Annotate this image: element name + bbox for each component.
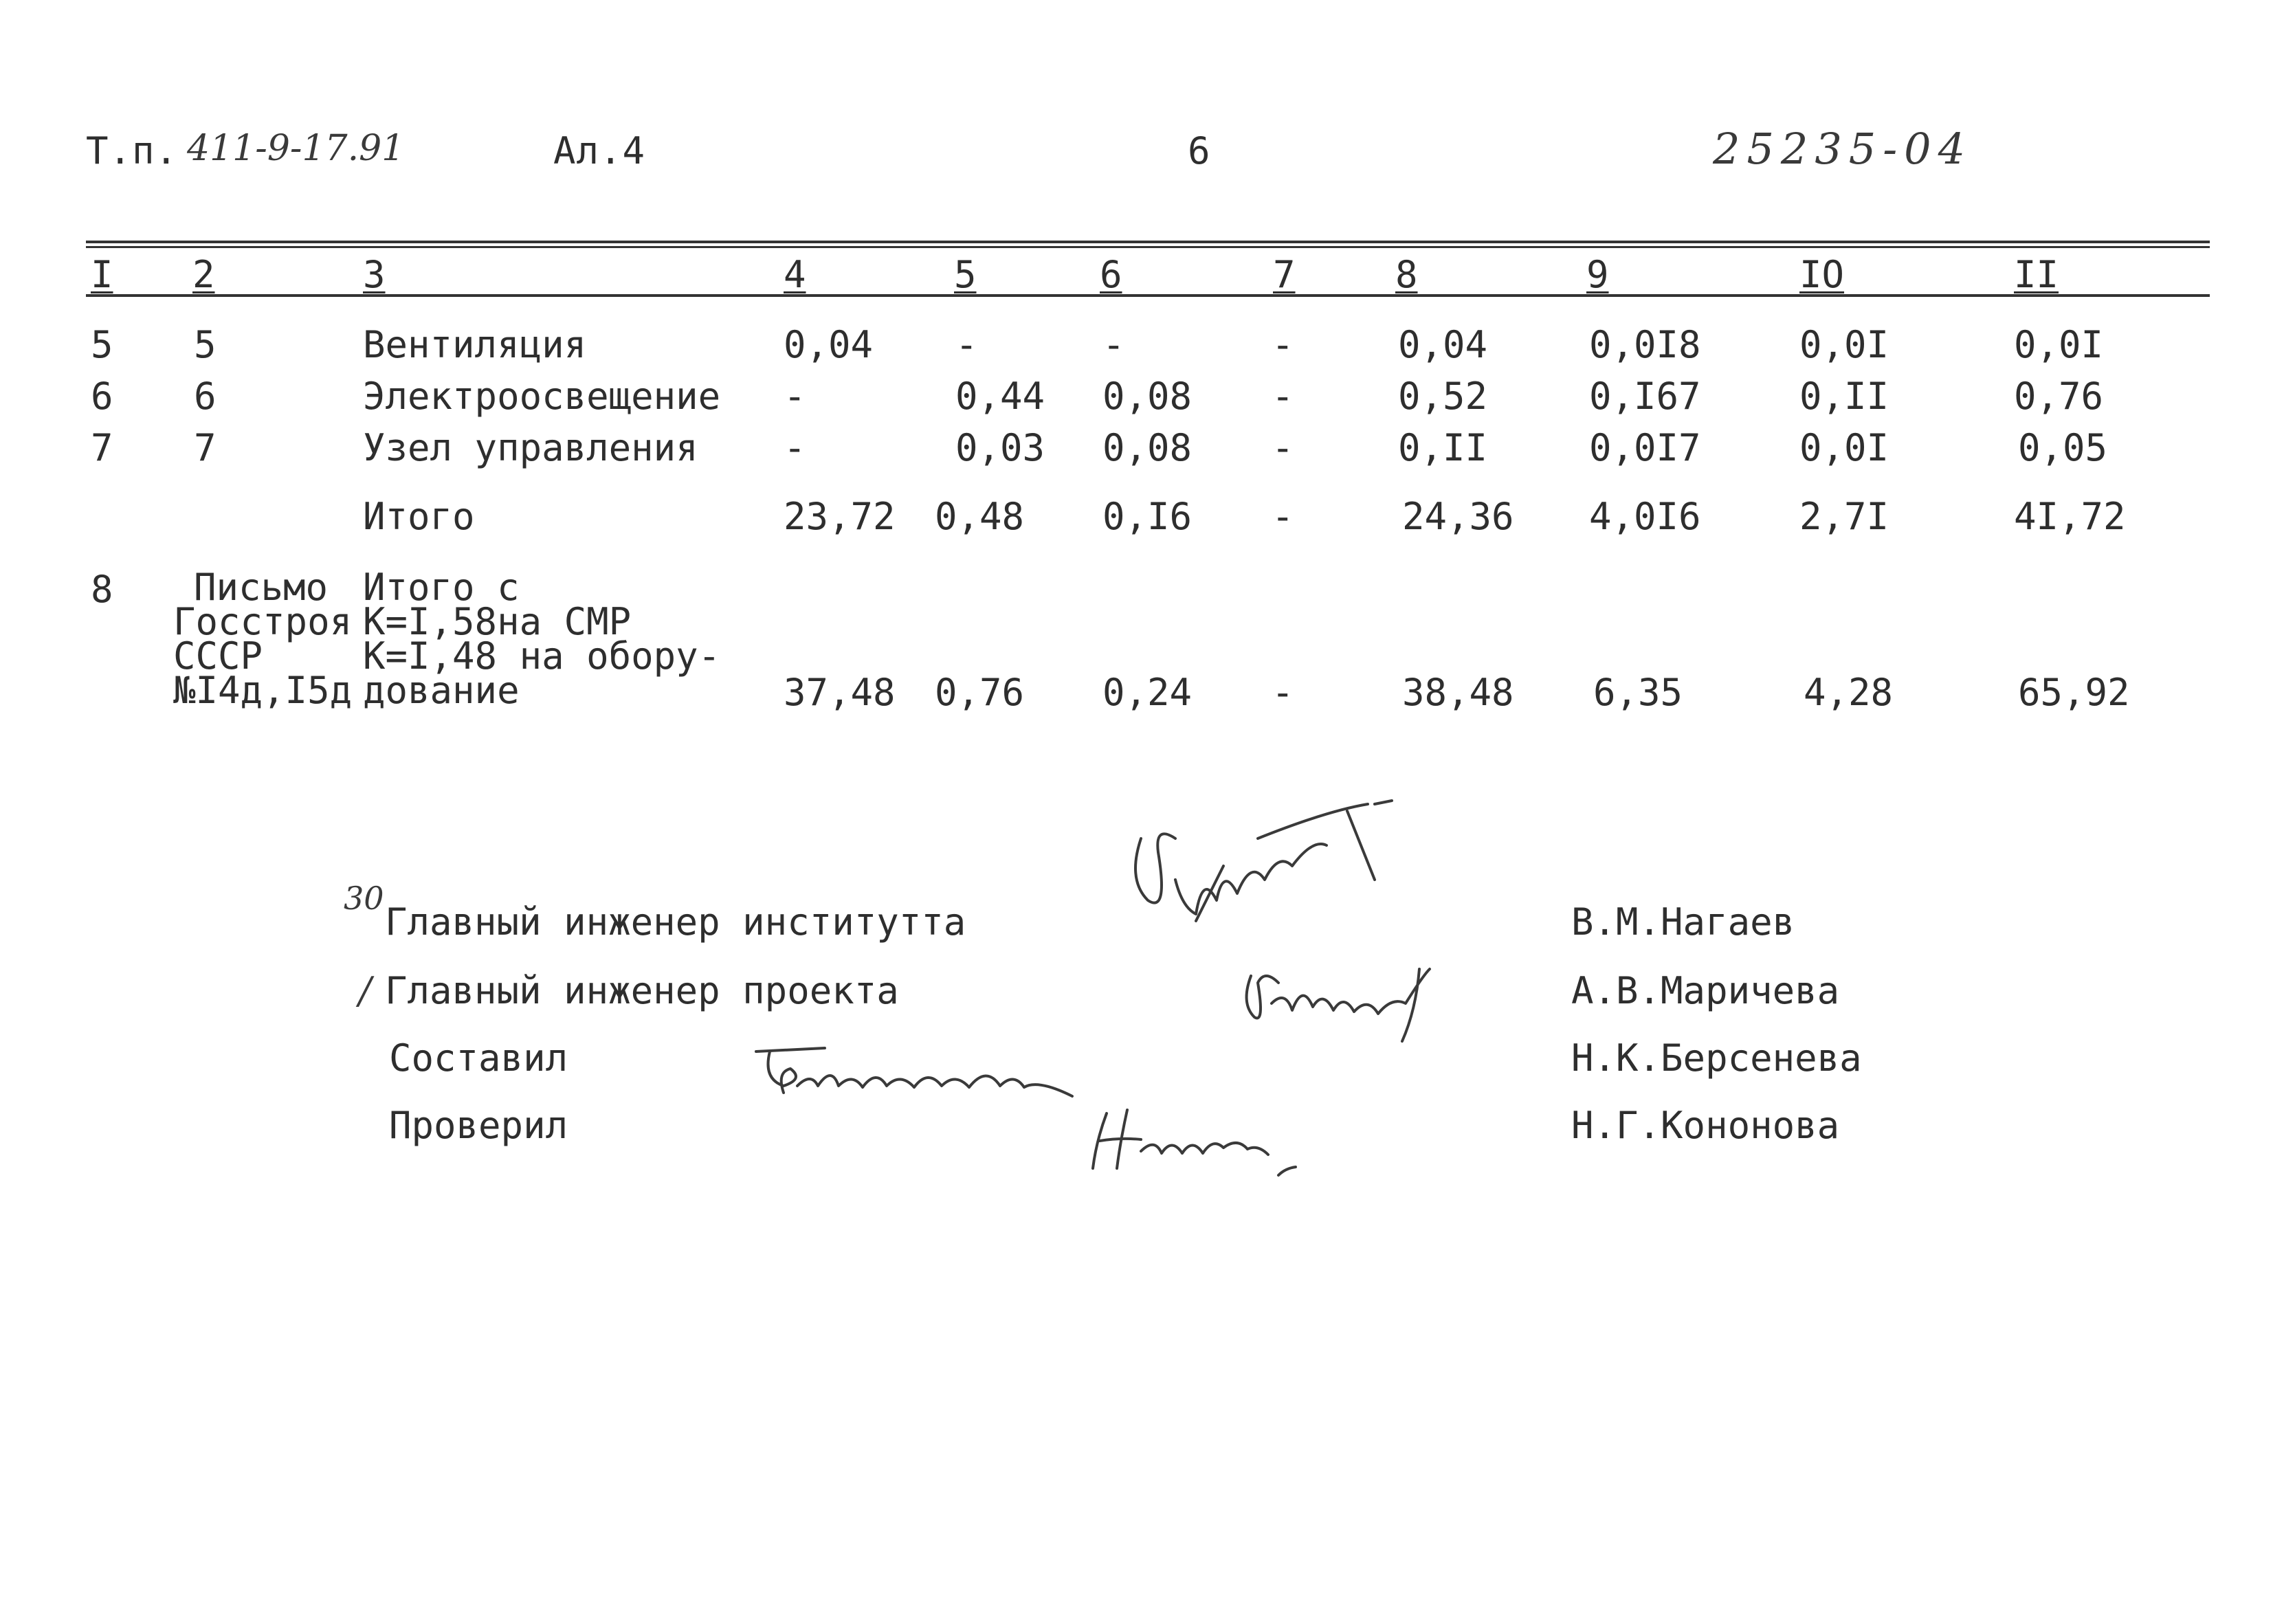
total-col4: 23,72 [784,495,896,538]
col-header-10: IO [1799,253,1845,296]
cell-col9: 6,35 [1593,671,1683,714]
cell-name-line-1: Итого с [363,566,520,609]
signature-role-chief-engineer-institute: Главный инженер институтта [385,900,966,944]
signature-scribble-nagaev [1120,797,1409,962]
cell-col11: 0,05 [2018,426,2108,469]
page-number: 6 [1188,129,1211,173]
cell-col6: 0,08 [1102,426,1193,469]
col-header-1: I [91,253,113,296]
total-label: Итого [363,495,475,538]
signature-name-checked: Н.Г.Кононова [1571,1104,1840,1147]
doc-number-handwritten: 25235-04 [1713,124,1973,174]
cell-col5: 0,03 [955,426,1045,469]
cell-col10: 4,28 [1804,671,1894,714]
table-top-rule-2 [86,246,2210,248]
cell-col8: 38,48 [1402,671,1514,714]
total-col8: 24,36 [1402,495,1514,538]
cell-index: 8 [91,568,113,611]
cell-col6: 0,24 [1102,671,1193,714]
header-bottom-rule [86,294,2210,297]
table-top-rule [86,241,2210,243]
margin-mark-30: 30 [344,880,384,917]
cell-col4: - [784,426,806,469]
col-header-11: II [2014,253,2059,296]
cell-col9: 0,I67 [1589,375,1701,418]
cell-index: 6 [91,375,113,418]
cell-name-line-2: К=I,58на СМР [363,600,632,643]
cell-col5: 0,76 [935,671,1025,714]
col-header-9: 9 [1586,253,1609,296]
cell-col4: - [784,375,806,418]
cell-col4: 0,04 [784,323,874,366]
total-col7: - [1272,495,1294,538]
signature-role-chief-engineer-project: Главный инженер проекта [385,969,899,1012]
cell-col10: 0,II [1799,375,1889,418]
cell-col8: 0,52 [1398,375,1488,418]
col-header-5: 5 [954,253,977,296]
cell-name: Электроосвещение [363,375,721,418]
cell-col6: 0,08 [1102,375,1193,418]
col-header-8: 8 [1395,253,1418,296]
cell-col7: - [1272,323,1294,366]
cell-col11: 65,92 [2018,671,2130,714]
cell-col4: 37,48 [784,671,896,714]
col-header-4: 4 [784,253,806,296]
cell-position: 6 [194,375,217,418]
cell-col7: - [1272,375,1294,418]
cell-col9: 0,0I7 [1589,426,1701,469]
cell-col11: 0,76 [2014,375,2104,418]
tp-number-handwritten: 411-9-17.91 [187,128,405,169]
signature-name-chief-engineer-project: А.В.Маричева [1571,969,1840,1012]
signature-scribble-kononova [1086,1100,1313,1189]
cell-col11: 0,0I [2014,323,2104,366]
cell-col5: 0,44 [955,375,1045,418]
cell-index: 7 [91,426,113,469]
cell-source-line-3: СССР [173,634,263,678]
cell-index: 5 [91,323,113,366]
signature-role-composed: Составил [389,1036,568,1080]
col-header-6: 6 [1100,253,1122,296]
tp-label: Т.п. [86,129,179,173]
cell-col7: - [1272,426,1294,469]
signature-name-composed: Н.К.Берсенева [1571,1036,1862,1080]
cell-name: Вентиляция [363,323,587,366]
cell-col6: - [1102,323,1125,366]
cell-col10: 0,0I [1799,323,1889,366]
cell-col9: 0,0I8 [1589,323,1701,366]
signature-name-chief-engineer-institute: В.М.Нагаев [1571,900,1795,944]
cell-source-line-4: №I4д,I5д [173,669,353,712]
cell-col5: - [955,323,978,366]
cell-source-line-2: Госстроя [173,600,353,643]
total-col11: 4I,72 [2014,495,2126,538]
cell-col10: 0,0I [1799,426,1889,469]
col-header-3: 3 [363,253,386,296]
cell-name: Узел управления [363,426,698,469]
cell-name-line-3: К=I,48 на обору- [363,634,721,678]
cell-position: 7 [194,426,217,469]
signature-role-checked: Проверил [389,1104,568,1147]
cell-col8: 0,II [1398,426,1488,469]
col-header-7: 7 [1273,253,1296,296]
total-col9: 4,0I6 [1589,495,1701,538]
cell-source-line-1: Письмо [194,566,329,609]
signature-scribble-maricheva [1237,955,1457,1052]
col-header-2: 2 [192,253,215,296]
total-col6: 0,I6 [1102,495,1193,538]
cell-col7: - [1272,671,1294,714]
cell-position: 5 [194,323,217,366]
margin-mark-slash: / [359,969,372,1012]
cell-col8: 0,04 [1398,323,1488,366]
total-col10: 2,7I [1799,495,1889,538]
cell-name-line-4: дование [363,669,520,712]
album-label: Ал.4 [553,129,646,173]
signature-scribble-berseneva [749,1038,1079,1113]
total-col5: 0,48 [935,495,1025,538]
